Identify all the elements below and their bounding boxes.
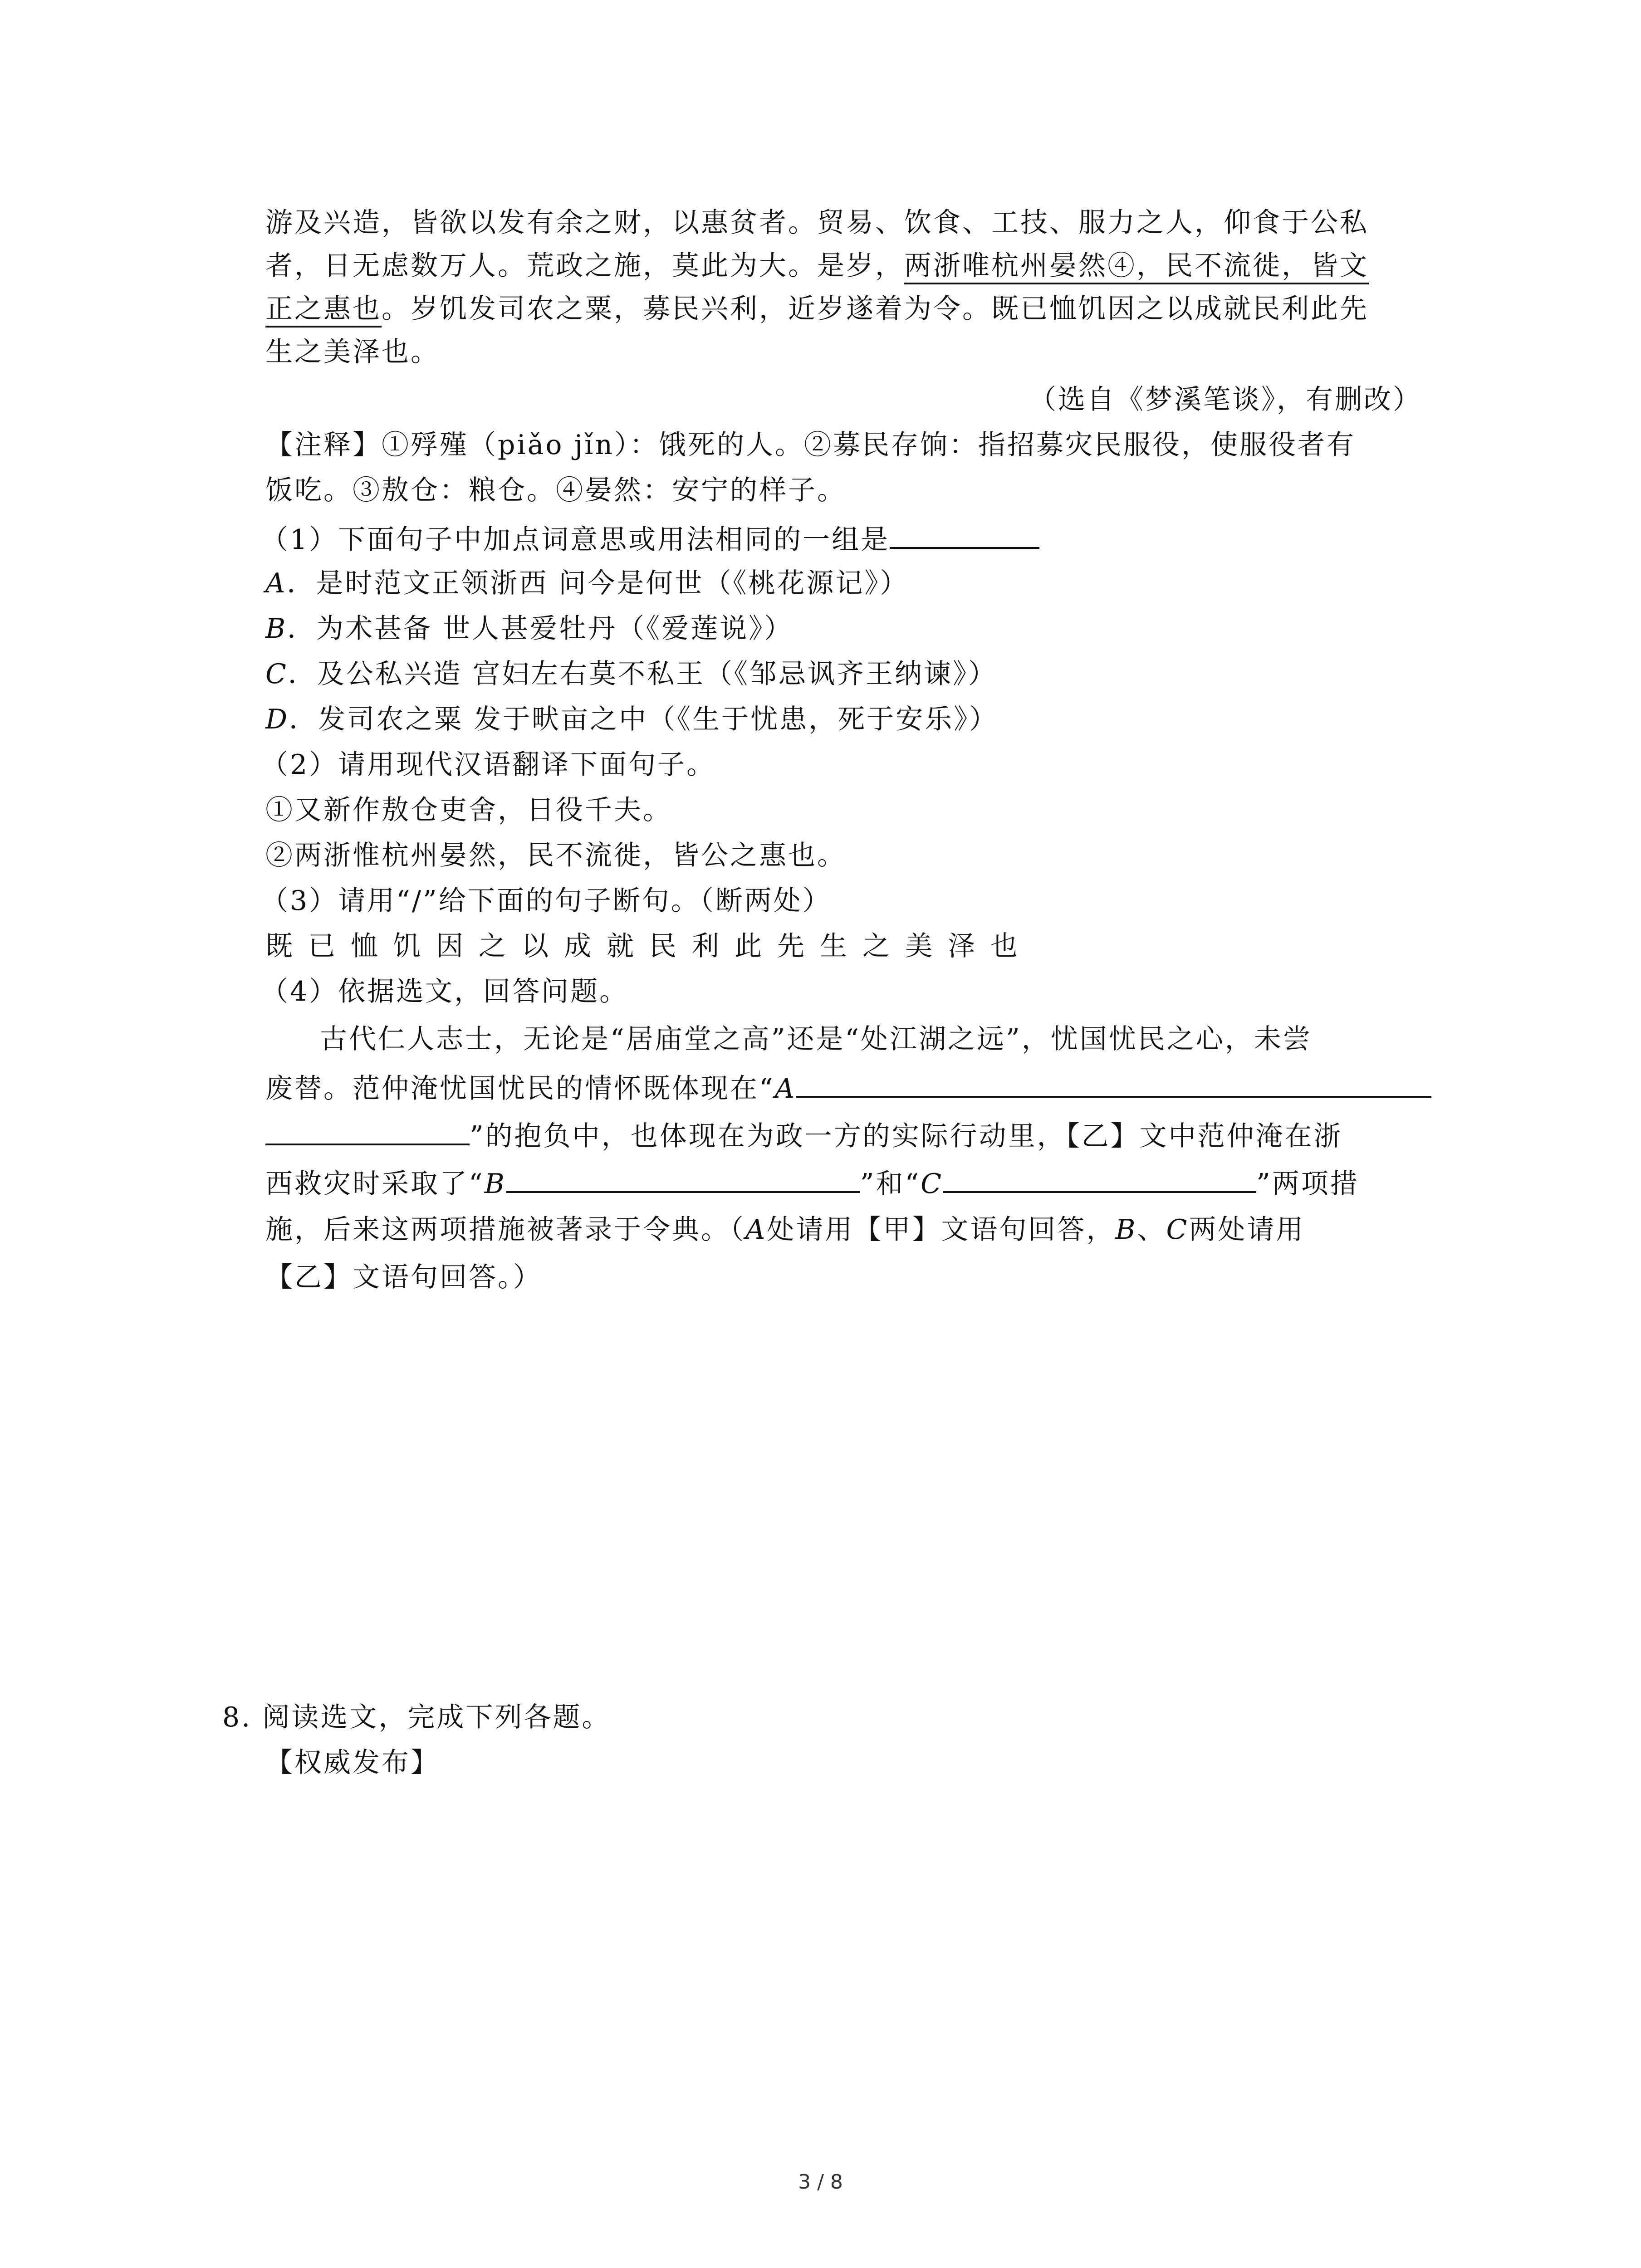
- question-2-item: ①又新作敖仓吏舍，日役千夫。: [265, 794, 672, 826]
- option-a: [265, 567, 909, 600]
- option-b: [265, 612, 793, 645]
- question-4-stem: （4）依据选文，回答问题。: [261, 976, 629, 1007]
- option-c: [265, 658, 997, 690]
- passage-line: 游及兴造，皆欲以发有余之财，以惠贫者。贸易、饮食、工技、服力之人，仰食于公私: [265, 207, 1369, 239]
- question-4-text: 处请用【甲】文语句回答，: [767, 1214, 1116, 1246]
- question-4-paragraph: [265, 1166, 1359, 1200]
- answer-blank-c[interactable]: [943, 1166, 1256, 1193]
- question-4-text: ”和“: [860, 1168, 921, 1200]
- notes-line: 【注释】①殍殣（piǎo jǐn）：饿死的人。②募民存饷：指招募灾民服役，使服役者有: [265, 429, 1356, 461]
- blank-label-b: B: [484, 1168, 506, 1200]
- passage-source: （选自《梦溪笔谈》，有删改）: [1029, 384, 1422, 415]
- question-4-text: ”两项措: [1256, 1168, 1359, 1200]
- notes-line: 饭吃。③敖仓：粮仓。④晏然：安宁的样子。: [265, 474, 846, 506]
- option-text: ．及公私兴造 宫妇左右莫不私王（《邹忌讽齐王纳谏》）: [288, 658, 997, 690]
- option-letter: B: [265, 613, 288, 645]
- option-d: [265, 703, 998, 736]
- question-4-paragraph: [265, 1213, 1305, 1246]
- question-1-text: （1）下面句子中加点词意思或用法相同的一组是: [261, 524, 890, 556]
- passage-line: [265, 293, 1369, 325]
- question-2-stem: （2）请用现代汉语翻译下面句子。: [261, 749, 716, 781]
- answer-blank-b[interactable]: [506, 1166, 860, 1193]
- label-b: B: [1115, 1214, 1137, 1246]
- option-letter: C: [265, 658, 288, 690]
- question-4-paragraph: [265, 1118, 1343, 1153]
- option-letter: A: [265, 567, 287, 599]
- question-3-stem: （3）请用“/”给下面的句子断句。（断两处）: [261, 885, 832, 917]
- question-4-paragraph: 古代仁人志士，无论是“居庙堂之高”还是“处江湖之远”，忧国忧民之心，未尝: [320, 1023, 1312, 1055]
- question-4-text: 两处请用: [1189, 1214, 1305, 1246]
- passage-text: 者，日无虑数万人。荒政之施，莫此为大。是岁，: [265, 250, 904, 282]
- question-8-stem: 8. 阅读选文，完成下列各题。: [222, 1701, 611, 1733]
- question-1-stem: [261, 522, 1039, 556]
- question-4-paragraph: [265, 1070, 1431, 1105]
- question-4-text: ”的抱负中，也体现在为政一方的实际行动里，【乙】文中范仲淹在浙: [470, 1120, 1343, 1152]
- answer-blank[interactable]: [890, 522, 1039, 549]
- label-a: A: [745, 1214, 767, 1246]
- passage-line: [265, 249, 1369, 282]
- underlined-sentence: 正之惠也: [265, 293, 382, 327]
- blank-label-a: A: [774, 1073, 797, 1105]
- page-number: 3 / 8: [798, 2170, 843, 2194]
- label-c: C: [1166, 1214, 1189, 1246]
- option-text: ．是时范文正领浙西 问今是何世（《桃花源记》）: [287, 567, 909, 599]
- passage-text: 。岁饥发司农之粟，募民兴利，近岁遂着为令。既已恤饥因之以成就民利此先: [382, 293, 1369, 325]
- answer-blank-a-continued[interactable]: [265, 1118, 470, 1145]
- answer-blank-a[interactable]: [796, 1070, 1431, 1098]
- option-letter: D: [265, 704, 289, 735]
- question-4-text: 、: [1137, 1214, 1166, 1246]
- question-4-text: 施，后来这两项措施被著录于令典。（: [265, 1214, 745, 1246]
- option-text: ．发司农之粟 发于畎亩之中（《生于忧患，死于安乐》）: [289, 704, 999, 735]
- underlined-sentence: 两浙唯杭州晏然④，民不流徙，皆文: [904, 250, 1369, 284]
- option-text: ．为术甚备 世人甚爱牡丹（《爱莲说》）: [287, 613, 794, 645]
- question-8-heading: 【权威发布】: [265, 1747, 440, 1779]
- question-2-item: ②两浙惟杭州晏然，民不流徙，皆公之惠也。: [265, 840, 846, 871]
- blank-label-c: C: [921, 1168, 944, 1200]
- question-3-sentence: 既已恤饥因之以成就民利此先生之美泽也: [265, 930, 1033, 962]
- question-4-text: 废替。范仲淹忧国忧民的情怀既体现在“: [265, 1073, 775, 1105]
- question-4-text: 西救灾时采取了“: [265, 1168, 485, 1200]
- passage-line: 生之美泽也。: [265, 336, 440, 368]
- question-4-paragraph: 【乙】文语句回答。）: [265, 1261, 542, 1293]
